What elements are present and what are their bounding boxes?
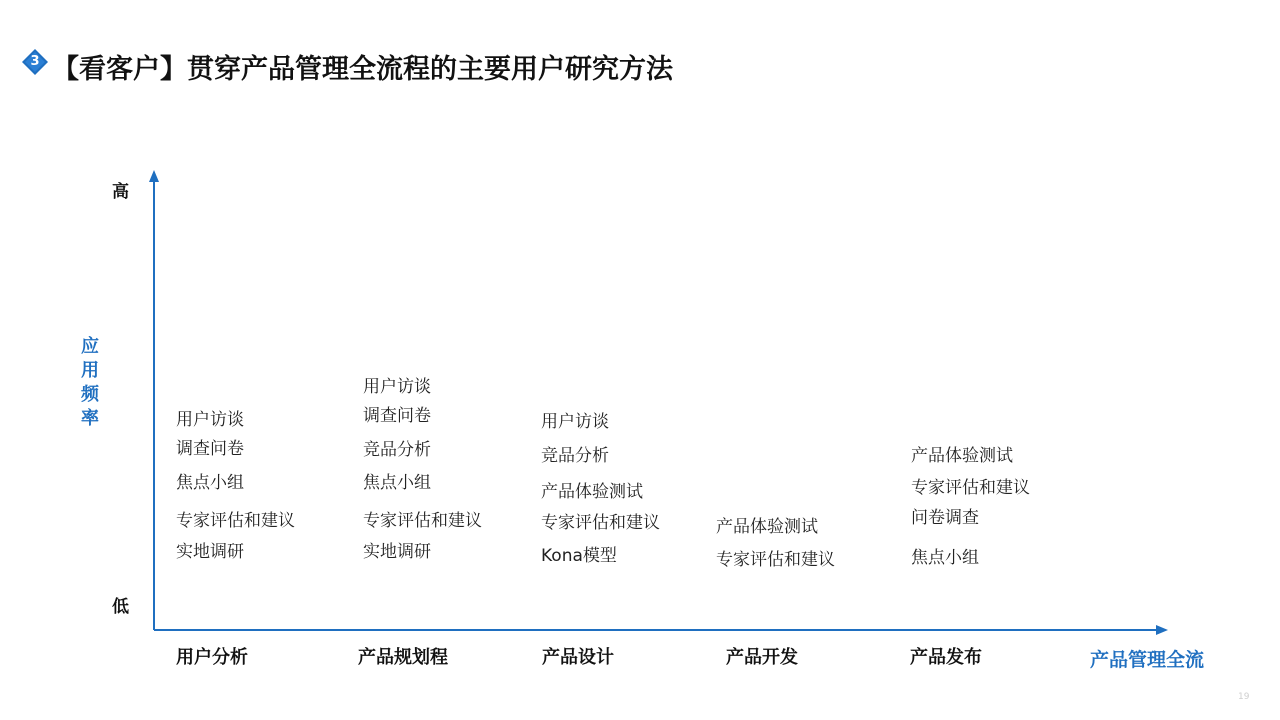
method-item: 焦点小组 bbox=[176, 473, 244, 493]
method-item: 专家评估和建议 bbox=[716, 550, 835, 570]
stage-product-planning: 产品规划程 bbox=[358, 647, 448, 668]
stage-product-design: 产品设计 bbox=[542, 647, 614, 668]
method-item: Kona模型 bbox=[541, 546, 617, 566]
stage-user-analysis: 用户分析 bbox=[176, 647, 248, 668]
method-item: 实地调研 bbox=[176, 542, 244, 562]
stage-product-development: 产品开发 bbox=[726, 647, 798, 668]
y-axis-high-label: 高 bbox=[112, 182, 129, 202]
method-item: 专家评估和建议 bbox=[176, 511, 295, 531]
method-item: 用户访谈 bbox=[541, 412, 609, 432]
method-item: 专家评估和建议 bbox=[541, 513, 660, 533]
method-item: 产品体验测试 bbox=[911, 446, 1013, 466]
x-axis-arrow-icon bbox=[1156, 625, 1168, 635]
method-item: 专家评估和建议 bbox=[363, 511, 482, 531]
method-item: 实地调研 bbox=[363, 542, 431, 562]
method-item: 产品体验测试 bbox=[716, 517, 818, 537]
method-item: 用户访谈 bbox=[363, 377, 431, 397]
y-axis-title: 应用频率 bbox=[81, 336, 99, 429]
y-axis-low-label: 低 bbox=[112, 597, 129, 617]
method-item: 焦点小组 bbox=[911, 548, 979, 568]
page-number: 19 bbox=[1238, 692, 1250, 702]
method-item: 调查问卷 bbox=[363, 406, 431, 426]
stage-product-release: 产品发布 bbox=[910, 647, 982, 668]
method-item: 专家评估和建议 bbox=[911, 478, 1030, 498]
method-item: 用户访谈 bbox=[176, 410, 244, 430]
y-axis-arrow-icon bbox=[149, 170, 159, 182]
section-number: 3 bbox=[30, 54, 40, 69]
method-item: 调查问卷 bbox=[176, 439, 244, 459]
method-item: 焦点小组 bbox=[363, 473, 431, 493]
method-item: 竞品分析 bbox=[363, 440, 431, 460]
method-item: 问卷调查 bbox=[911, 508, 979, 528]
page-title: 【看客户】贯穿产品管理全流程的主要用户研究方法 bbox=[52, 54, 673, 85]
x-axis-title: 产品管理全流 bbox=[1090, 649, 1205, 671]
method-item: 竞品分析 bbox=[541, 446, 609, 466]
method-item: 产品体验测试 bbox=[541, 482, 643, 502]
